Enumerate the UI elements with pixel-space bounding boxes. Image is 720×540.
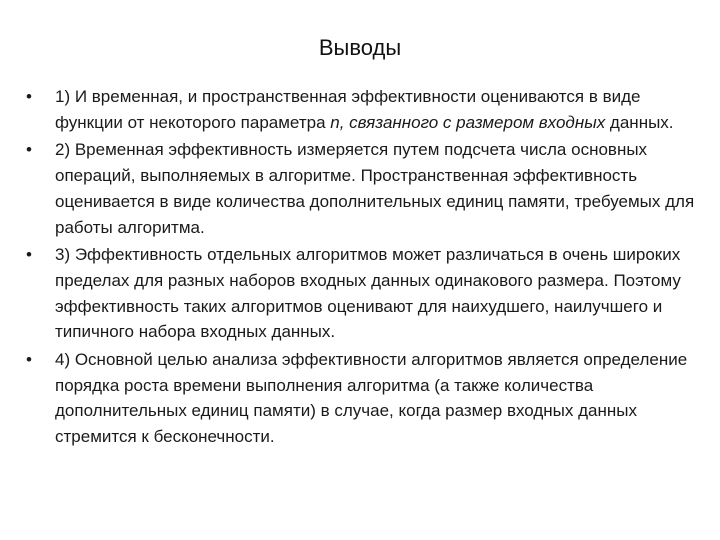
bullet-text-2: 2) Временная эффективность измеряется путем подсчета числа основных операций, выполняемых в алгоритме. Пространственная эффективность оценивается в виде количества дополнительных единиц памяти, требуемых для работы алгоритма. — [55, 140, 695, 237]
bullet-item-3 — [26, 242, 698, 345]
bullet-text-4: 4) Основной целью анализа эффективности алгоритмов является определение порядка роста времени выполнения алгоритма (а также количества дополнительных единиц памяти) в случае, когда размер входных данных стремится к бесконечности. — [55, 350, 688, 447]
bullet-dot-icon: • — [26, 140, 32, 160]
bullet-text-1-italic: n, связанного с размером входных — [330, 112, 606, 132]
bullet-text-1-pre: 1) И временная, и пространственная эффективности оцениваются в виде функции от некоторого параметра — [55, 87, 641, 132]
bullet-dot-icon: • — [26, 87, 32, 106]
bullet-list — [26, 84, 698, 452]
bullet-item-2 — [26, 137, 698, 240]
bullet-dot-icon: • — [26, 245, 32, 265]
bullet-text-3: 3) Эффективность отдельных алгоритмов может различаться в очень широких пределах для разных наборов входных данных одинакового размера. Поэтому эффективность таких алгоритмов оценивают для наихудшего, наилучшего и типичного набора входных данных. — [55, 245, 681, 342]
bullet-item-1 — [26, 84, 698, 135]
bullet-dot-icon: • — [26, 350, 32, 370]
bullet-text-1-post: данных. — [605, 112, 674, 132]
bullet-item-4 — [26, 347, 698, 450]
bullet-text-1 — [55, 87, 674, 132]
slide-title: Выводы — [318, 35, 402, 60]
